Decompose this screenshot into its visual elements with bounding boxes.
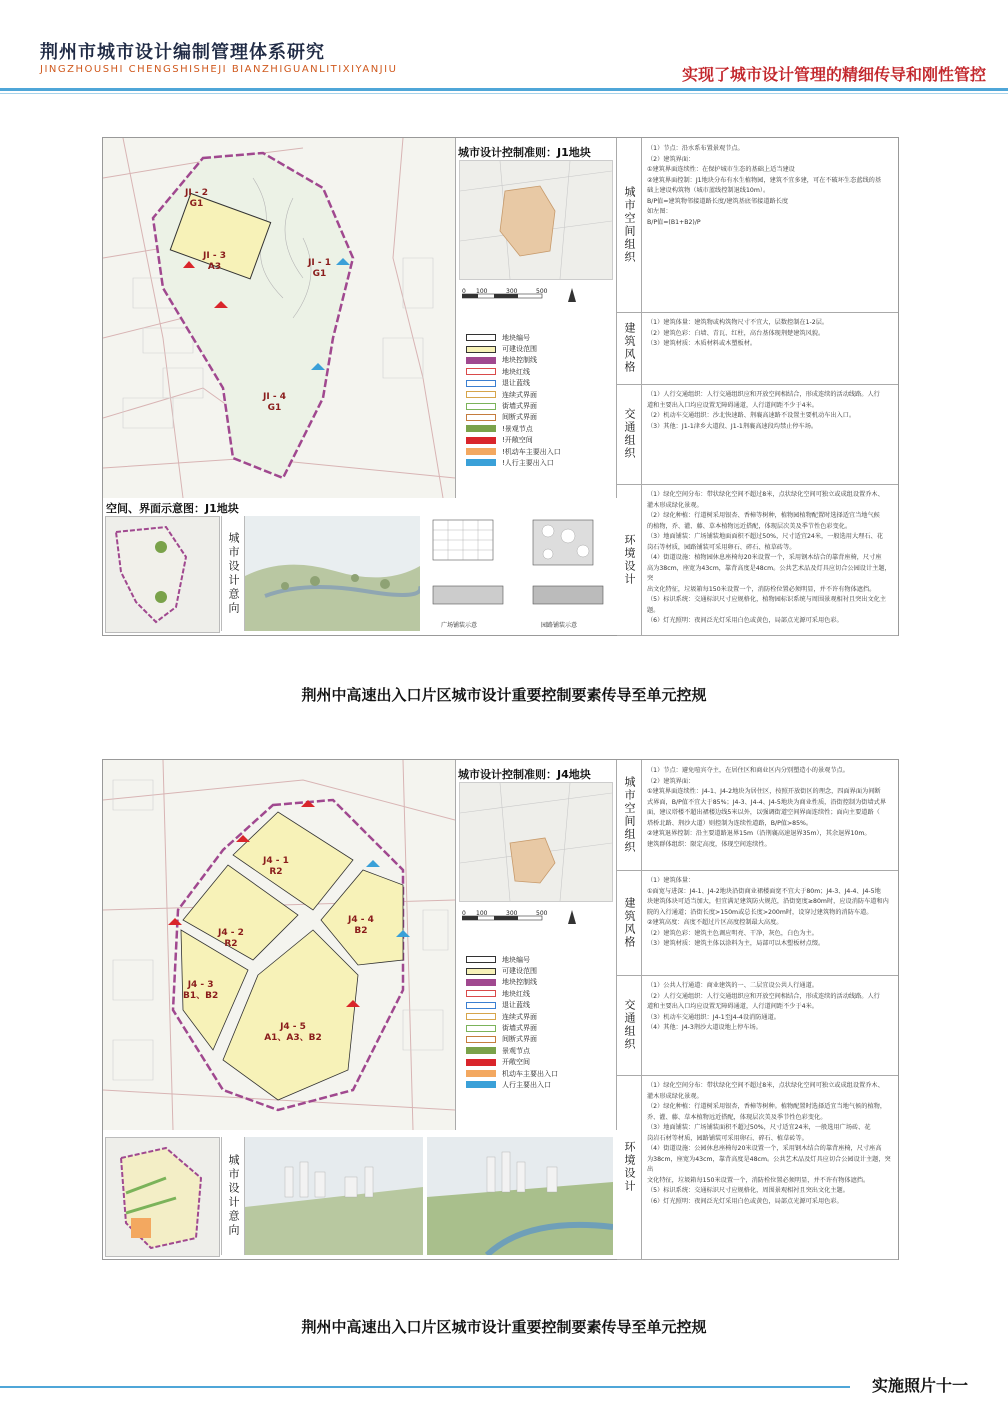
location-map-j1 xyxy=(459,160,613,280)
control-section xyxy=(617,975,898,1076)
plot-label-j4-1: J4 - 1 R2 xyxy=(263,856,289,877)
scale-label-100: 100 xyxy=(476,288,488,295)
section-line: B/P值=(B1+B2)/P xyxy=(647,218,701,226)
legend-item xyxy=(466,446,606,457)
section-line: （2）建筑色彩：建筑主色调应明亮、干净，灰色，白色为主。 xyxy=(647,929,818,937)
control-column-j4 xyxy=(456,760,617,1130)
legend-swatch xyxy=(466,391,496,398)
legend-item xyxy=(466,954,606,965)
drawing-label-plaza: 广场铺装示意 xyxy=(441,622,478,629)
legend-label: 开敞空间 xyxy=(502,1058,530,1067)
aerial-render-j1 xyxy=(245,516,420,631)
footer-rule xyxy=(0,1386,850,1388)
legend-swatch xyxy=(466,368,496,375)
section-line: （5）标识系统：交通标识尺寸应规格化，周围景观相衬且突出文化主题。 xyxy=(647,1187,849,1194)
legend-item xyxy=(466,389,606,400)
section-line: 础上建设构筑物（城市蓝线控制退线10m）。 xyxy=(647,187,770,194)
legend-item xyxy=(466,343,606,354)
plot-label-j1-1: JI - 1 G1 xyxy=(308,258,331,279)
control-title-j4: 城市设计控制准则：J4地块 xyxy=(458,768,591,781)
legend-label: 人行主要出入口 xyxy=(502,1080,551,1089)
section-label: 建筑风格 xyxy=(617,870,642,975)
section-line: 乔、灌、藤、草本植物远近搭配，体现层次美及季节性色彩变化。 xyxy=(647,1113,827,1121)
control-text-j4 xyxy=(617,760,898,1259)
legend-item xyxy=(466,1034,606,1045)
scale-label-0: 0 xyxy=(462,910,466,917)
space-diagram-j4 xyxy=(105,1137,220,1257)
section-line: （3）建筑材质：建筑主体以涂料为主，局部可以木塑板材点缀。 xyxy=(647,940,825,947)
legend-swatch xyxy=(466,346,496,353)
control-section xyxy=(617,1075,898,1260)
document-tagline: 实现了城市设计管理的精细传导和刚性管控 xyxy=(681,65,986,84)
section-line: （5）标识系统：交通标识尺寸应规格化，植物园标识系统与周围景观相衬且突出文化主题。 xyxy=(647,596,887,614)
scale-label-0: 0 xyxy=(462,288,466,295)
section-body xyxy=(647,876,892,950)
control-section xyxy=(617,484,898,636)
legend-item xyxy=(466,1068,606,1079)
section-label: 环境设计 xyxy=(617,484,642,635)
section-line: 文化特征，垃圾箱每150米设置一个，消防栓位置必须明显，并不许有物体遮挡。 xyxy=(647,1176,870,1184)
section-line: ①建筑界面连续性：在保护城市生态的基础上适当建设 xyxy=(647,166,795,173)
section-line: 为38cm，座宽为43cm，靠背高度是48cm。公共艺术品及灯具应切合公园设计主题，突出 xyxy=(647,1155,891,1173)
control-title-j1: 城市设计控制准则：J1地块 xyxy=(458,146,591,159)
legend-label: 街墙式界面 xyxy=(502,1024,537,1033)
section-line: （3）地面铺装：广场铺装地面面积不超过50%，尺寸适宜24米，一般选用大理石、花 xyxy=(647,533,883,540)
section-label: 环境设计 xyxy=(617,1075,642,1259)
section-label: 交通组织 xyxy=(617,384,642,484)
legend-swatch xyxy=(466,1036,496,1043)
legend-item xyxy=(466,355,606,366)
vertical-label-j4: 城市设计意向 xyxy=(221,1137,245,1255)
legend-item xyxy=(466,1057,606,1068)
section-line: 院的入行通道；沿街长度>150m或总长度>200m时，设穿过建筑物的消防车道。 xyxy=(647,908,873,916)
legend-label: 地块控制线 xyxy=(502,356,537,365)
legend-swatch xyxy=(466,380,496,387)
section-line: 块建筑体块可适当加大，但宜满足建筑防火规范，沿街宽度≥80m时，应设消防车道和内 xyxy=(647,898,889,905)
legend-label: 街墙式界面 xyxy=(502,402,537,411)
section-line: 出文化特征，垃圾箱每150米设置一个，消防栓位置必须明显，并不许有物体遮挡。 xyxy=(647,585,876,593)
site-plan-j4-drawing xyxy=(103,760,455,1130)
legend-swatch xyxy=(466,1059,496,1066)
legend-item xyxy=(466,1011,606,1022)
section-body xyxy=(647,144,892,228)
caption-1: 荆州中高速出入口片区城市设计重要控制要素传导至单元控规 xyxy=(301,686,707,704)
plot-label-j4-2: J4 - 2 R2 xyxy=(218,928,244,949)
section-label: 交通组织 xyxy=(617,975,642,1075)
site-plan-j1-drawing xyxy=(103,138,455,498)
legend-item xyxy=(466,1000,606,1011)
legend-swatch xyxy=(466,334,496,341)
section-line: ②建筑退界控制：沿主要道路退界15m（沿荆襄高速退界35m），其余退界10m。 xyxy=(647,830,871,837)
legend-item xyxy=(466,378,606,389)
plot-label-j4-3: J4 - 3 B1、B2 xyxy=(183,980,219,1001)
legend-item xyxy=(466,435,606,446)
legend-swatch xyxy=(466,437,496,444)
legend-label: 地块红线 xyxy=(502,989,530,998)
section-line: （1）公共人行通道：商业建筑的一、二层宜设公共人行通道。 xyxy=(647,982,818,989)
legend-swatch xyxy=(466,990,496,997)
legend-item xyxy=(466,1079,606,1090)
legend-label: 地块编号 xyxy=(502,333,530,342)
legend-label: 地块控制线 xyxy=(502,978,537,987)
control-section xyxy=(617,312,898,385)
section-line: （1）绿化空间分布：带状绿化空间不超过8米，点状绿化空间可独立或成组设置乔木、 xyxy=(647,1082,884,1089)
section-line: 道和主要出入口均应设置无障碍通道，人行道间距不少于4米。 xyxy=(647,401,818,409)
legend-item xyxy=(466,965,606,976)
section-line: ①建筑界面连续性：J4-1、J4-2地块为居住区，按照开放街区的理念，四面界面为间断 xyxy=(647,788,881,795)
legend-label: 退让蓝线 xyxy=(502,1001,530,1010)
scale-label-100: 100 xyxy=(476,910,488,917)
document-subtitle: JINGZHOUSHI CHENGSHISHEJI BIANZHIGUANLITIXIYANJIU xyxy=(40,64,398,75)
legend-swatch xyxy=(466,1070,496,1077)
legend-item xyxy=(466,400,606,411)
header-rule xyxy=(0,88,1008,91)
section-body xyxy=(647,981,892,1034)
section-line: 式界面，B/P值不宜大于85%；J4-3、J4-4、J4-5地块为商业性质，沿街控制为街墙式界 xyxy=(647,798,887,806)
aerial-render-j4-a xyxy=(245,1137,423,1255)
section-line: （3）其他：J1-1津乡大道段、J1-1荆襄高速段均禁止停车场。 xyxy=(647,422,818,430)
section-line: （6）灯光照明：夜间泛光灯采用白色或黄色，局部点光源可采用色彩。 xyxy=(647,1197,843,1205)
legend-item xyxy=(466,423,606,434)
legend-swatch xyxy=(466,1025,496,1032)
legend-label: 可建设范围 xyxy=(502,345,537,354)
section-body xyxy=(647,766,892,850)
section-line: 道和主要出入口均应设置无障碍通道，人行道间距不少于4米。 xyxy=(647,1003,818,1010)
legend-label: 地块编号 xyxy=(502,955,530,964)
legend-swatch xyxy=(466,414,496,421)
header-rule-thin xyxy=(0,93,1008,94)
section-line: （1）节点：沿水系布置景观节点。 xyxy=(647,145,744,152)
section-line: 如左图： xyxy=(647,208,672,215)
section-body xyxy=(647,318,892,350)
section-line: B/P值=建筑物邻接道路长度/建筑基底邻接道路长度 xyxy=(647,197,789,205)
section-line: 灌木形成绿化景观。 xyxy=(647,1092,703,1100)
legend-label: !机动车主要出入口 xyxy=(502,447,561,456)
section-line: （6）灯光照明：夜间泛光灯采用白色或黄色，局部点光源可采用色彩。 xyxy=(647,617,843,624)
section-line: （2）绿化种植：行道树采用银杏、香樟等树种，植物园植物配置时选择适宜当地气候 xyxy=(647,512,880,519)
legend-j1 xyxy=(466,332,606,469)
legend-item xyxy=(466,988,606,999)
panel-j4 xyxy=(102,759,899,1260)
section-line: 岗岩石材等材质，园路铺装可采用卵石、碎石、植草砖等。 xyxy=(647,1134,808,1142)
section-line: （2）建筑界面： xyxy=(647,155,695,163)
scale-bar-j1 xyxy=(462,288,602,318)
scale-label-500: 500 xyxy=(536,910,548,917)
legend-label: 地块红线 xyxy=(502,367,530,376)
section-body xyxy=(647,490,892,627)
scale-bar-j4 xyxy=(462,910,602,940)
legend-swatch xyxy=(466,956,496,963)
legend-swatch xyxy=(466,1002,496,1009)
section-line: （4）街道设施：公园休息座椅每20米设置一个，采用钢木结合的靠背座椅，尺寸座高 xyxy=(647,1145,882,1152)
legend-swatch xyxy=(466,425,496,432)
section-line: （3）建筑材质：木质材料或木塑板材。 xyxy=(647,340,757,347)
footer-label: 实施照片十一 xyxy=(871,1376,968,1395)
legend-label: !开敞空间 xyxy=(502,436,533,445)
section-label: 城市空间组织 xyxy=(617,138,642,312)
legend-swatch xyxy=(466,357,496,364)
section-line: 建筑群体组织：限定高度，体现空间连续性。 xyxy=(647,840,771,848)
control-column-j1 xyxy=(456,138,617,498)
location-map-j4 xyxy=(459,782,613,902)
bottom-title-j1: 空间、界面示意图：J1地块 xyxy=(106,502,239,515)
section-line: （1）人行交通组织：人行交通组织应和开放空间相结合，形成连续的活动线路。人行 xyxy=(647,391,880,398)
legend-swatch xyxy=(466,968,496,975)
section-line: （2）建筑色彩：白墙、青瓦、红柱，高台基体现荆楚建筑风貌。 xyxy=(647,329,825,337)
legend-label: !人行主要出入口 xyxy=(502,458,554,467)
section-line: ②建筑高度：高度不超过片区高度控制最大高度。 xyxy=(647,919,783,926)
plot-label-j1-4: JI - 4 G1 xyxy=(263,392,286,413)
plot-label-j1-2: JI - 2 G1 xyxy=(185,188,208,209)
control-section xyxy=(617,138,898,313)
legend-label: 连续式界面 xyxy=(502,390,537,399)
legend-swatch xyxy=(466,1081,496,1088)
section-label: 建筑风格 xyxy=(617,312,642,384)
legend-label: 机动车主要出入口 xyxy=(502,1069,558,1078)
section-line: （1）绿化空间分布：带状绿化空间不超过8米，点状绿化空间可独立或成组设置乔木、 xyxy=(647,491,884,498)
control-text-j1 xyxy=(617,138,898,635)
legend-item xyxy=(466,1022,606,1033)
section-line: 塔桥北路、荆沙大道）则控制为连续性道路，B/P值>85%。 xyxy=(647,819,813,827)
legend-label: 退让蓝线 xyxy=(502,379,530,388)
section-body xyxy=(647,390,892,432)
section-line: ②建筑界面控制：J1地块分布有水生植物园，建筑不宜多建，可在不破坏生态蓝线的基 xyxy=(647,176,882,184)
section-line: （1）建筑体量： xyxy=(647,877,695,884)
site-plan-j4 xyxy=(103,760,456,1130)
space-diagram-j1 xyxy=(105,516,220,633)
section-body xyxy=(647,1081,892,1207)
panel-j1 xyxy=(102,137,899,636)
scale-label-300: 300 xyxy=(506,910,518,917)
section-line: 高为38cm，座宽为43cm，靠背高度是48cm。公共艺术品及灯具应切合公园设计主题，突 xyxy=(647,564,891,582)
legend-item xyxy=(466,457,606,468)
site-plan-j1 xyxy=(103,138,456,498)
legend-item xyxy=(466,332,606,343)
section-line: （2）建筑界面： xyxy=(647,777,695,785)
section-label: 城市空间组织 xyxy=(617,760,642,870)
legend-label: 间断式界面 xyxy=(502,1035,537,1044)
section-line: （1）建筑体量：建筑物或构筑物尺寸不宜大，层数控制在1-2层。 xyxy=(647,319,829,326)
drawing-label-path: 园路铺装示意 xyxy=(541,622,578,629)
section-line: （3）机动车交通组织：J4-1至J4-4设消防通道。 xyxy=(647,1013,780,1021)
legend-item xyxy=(466,977,606,988)
plot-label-j1-3: JI - 3 A3 xyxy=(203,251,226,272)
section-line: ①面宽与进深：J4-1、J4-2地块沿街商业裙楼面宽不宜大于80m；J4-3、J4-4、J4-5地 xyxy=(647,887,881,895)
section-line: （3）地面铺装：广场铺装面积不超过50%，尺寸适宜24米，一般选用广场砖、花 xyxy=(647,1124,871,1131)
section-line: 灌木形成绿化景观。 xyxy=(647,501,703,509)
scale-label-300: 300 xyxy=(506,288,518,295)
legend-item xyxy=(466,366,606,377)
control-section xyxy=(617,870,898,976)
plot-label-j4-5: J4 - 5 A1、A3、B2 xyxy=(264,1022,322,1043)
section-line: （4）街道设施：植物园休息座椅每20米设置一个，采用钢木结合的靠背座椅，尺寸座 xyxy=(647,554,882,561)
scale-label-500: 500 xyxy=(536,288,548,295)
document-title: 荆州市城市设计编制管理体系研究 xyxy=(40,42,325,63)
control-section xyxy=(617,384,898,485)
legend-swatch xyxy=(466,448,496,455)
legend-swatch xyxy=(466,1013,496,1020)
legend-swatch xyxy=(466,459,496,466)
control-section xyxy=(617,760,898,871)
section-line: 的植物，乔、灌、藤、草本植物远近搭配，体现层次美及季节性色彩变化。 xyxy=(647,522,852,530)
plot-label-j4-4: J4 - 4 B2 xyxy=(348,915,374,936)
space-interface-j4 xyxy=(103,1131,616,1259)
legend-label: 可建设范围 xyxy=(502,967,537,976)
legend-swatch xyxy=(466,1047,496,1054)
legend-label: !景观节点 xyxy=(502,424,533,433)
aerial-render-j4-b xyxy=(427,1137,613,1255)
section-line: （2）人行交通组织：人行交通组织应和开放空间相结合，形成连续的活动线路。人行 xyxy=(647,992,880,1000)
legend-item xyxy=(466,1045,606,1056)
legend-swatch xyxy=(466,979,496,986)
legend-swatch xyxy=(466,403,496,410)
legend-j4 xyxy=(466,954,606,1091)
paving-drawings-j1 xyxy=(423,516,613,631)
legend-item xyxy=(466,412,606,423)
space-interface-j1 xyxy=(103,499,616,635)
section-line: （4）其他：J4-3荆沙大道设地上停车场。 xyxy=(647,1024,762,1031)
section-line: 面，建议塔楼不超出裙楼边线5米以外，以强调街道空间界面连续性；面向主要道路（ xyxy=(647,809,880,816)
legend-label: 间断式界面 xyxy=(502,413,537,422)
legend-label: 连续式界面 xyxy=(502,1012,537,1021)
section-line: （1）节点：避免喧宾夺主，在居住区和商业区内分别塑造小的景观节点。 xyxy=(647,767,849,774)
section-line: 岗石等材质，园路铺装可采用卵石、碎石、植草砖等。 xyxy=(647,543,796,551)
vertical-label-j1: 城市设计意向 xyxy=(221,516,245,631)
caption-2: 荆州中高速出入口片区城市设计重要控制要素传导至单元控规 xyxy=(301,1318,707,1336)
section-line: （2）机动车交通组织：沙北快速路、荆襄高速路不设置主要机动车出入口。 xyxy=(647,412,856,419)
section-line: （2）绿化种植：行道树采用银杏，香樟等树种。植物配置时选择适宜当地气候的植物， xyxy=(647,1103,887,1110)
legend-label: 景观节点 xyxy=(502,1046,530,1055)
